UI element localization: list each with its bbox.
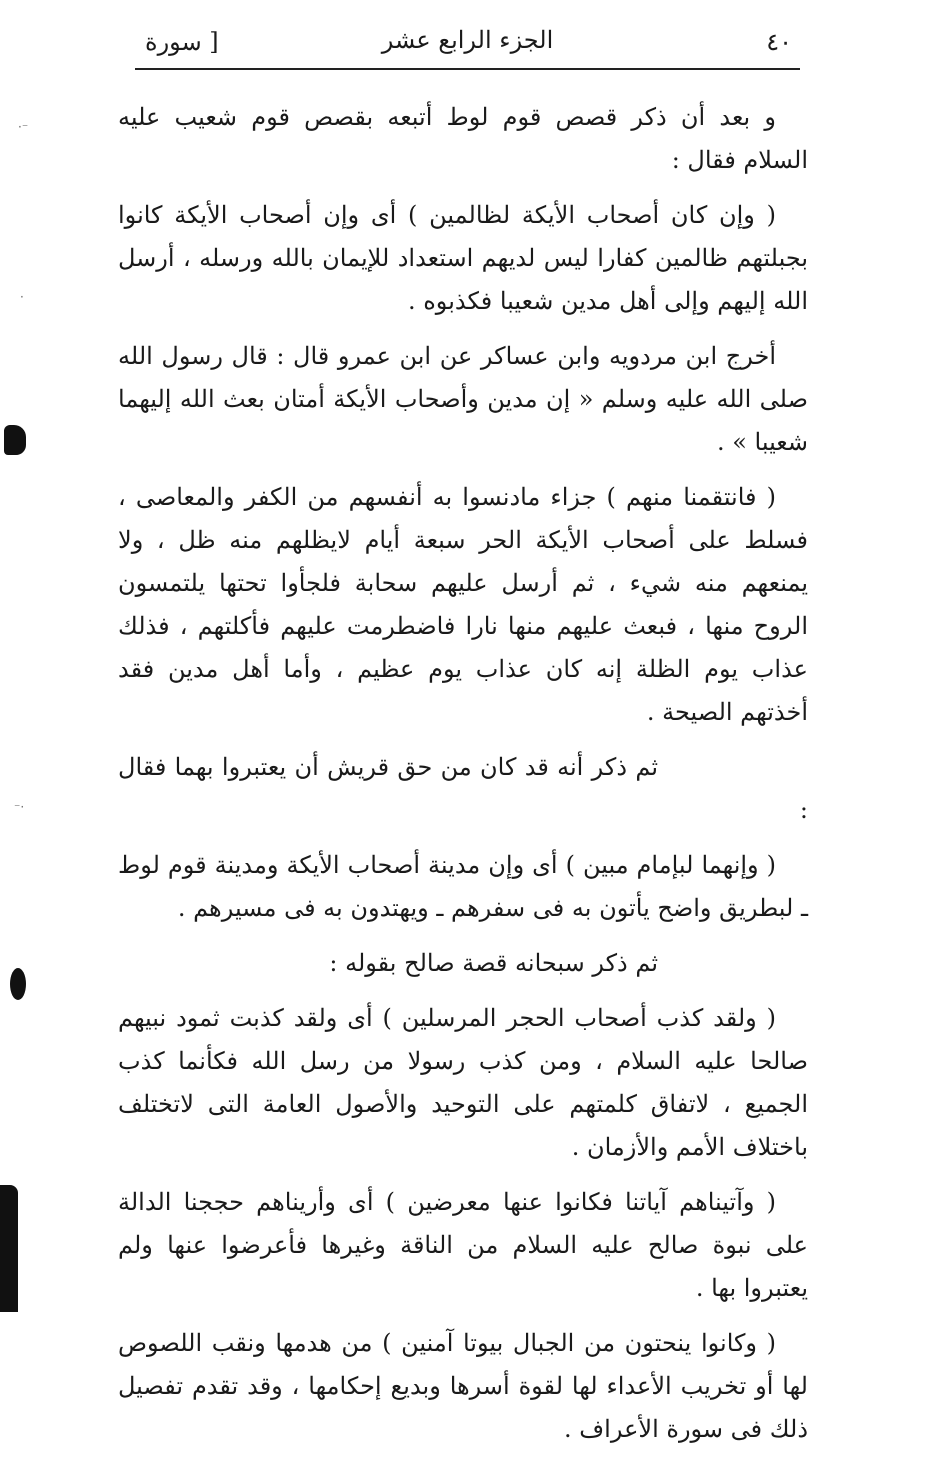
running-header xyxy=(135,22,800,66)
scan-mark xyxy=(4,425,26,455)
scan-speck: ·⁻ xyxy=(18,120,29,134)
body-text xyxy=(118,96,808,1463)
surah-label: [ سورة xyxy=(145,28,219,56)
page-number: ٤٠ xyxy=(766,28,792,56)
paragraph: ثم ذكر سبحانه قصة صالح بقوله : xyxy=(329,949,658,977)
paragraph: ( فانتقمنا منهم ) جزاء مادنسوا به أنفسهم من الكفر والمعاصى ، فسلط على أصحاب الأيكة الحر سبعة أيام لايظلهم منه ظل ، ولا يمنعهم منه شيء ، ثم أرسل عليهم سحابة فلجأوا تحتها يلتمسون الروح منها ، فبعث عليهم منها نارا فاضطرمت عليهم فأكلتهم ، فذلك عذاب يوم الظلة إنه كان عذاب يوم عظيم ، وأما أهل مدين فقد أخذتهم الصيحة . xyxy=(118,483,808,726)
paragraph: ( ولقد كذب أصحاب الحجر المرسلين ) أى ولقد كذبت ثمود نبيهم صالحا عليه السلام ، ومن كذب رسولا من رسل الله فكأنما كذب الجميع ، لاتفاق كلمتهم على التوحيد والأصول العامة التى لاتختلف باختلاف الأمم والأزمان . xyxy=(118,1004,808,1161)
paragraph: ( وكانوا ينحتون من الجبال بيوتا آمنين ) من هدمها ونقب اللصوص لها أو تخريب الأعداء لها لقوة أسرها وبديع إحكامها ، وقد تقدم تفصيل ذلك فى سورة الأعراف . xyxy=(118,1329,808,1443)
scan-speck: ⁻· xyxy=(14,800,25,814)
paragraph: أخرج ابن مردويه وابن عساكر عن ابن عمرو قال : قال رسول الله صلى الله عليه وسلم « إن مدين وأصحاب الأيكة أمتان بعث الله إليهما شعيبا » . xyxy=(118,342,808,456)
paragraph: و بعد أن ذكر قصص قوم لوط أتبعه بقصص قوم شعيب عليه السلام فقال : xyxy=(118,103,808,174)
scan-mark xyxy=(0,1185,18,1312)
paragraph: ( وآتيناهم آياتنا فكانوا عنها معرضين ) أى وأريناهم حججنا الدالة على نبوة صالح عليه السلام من الناقة وغيرها فأعرضوا عنها ولم يعتبروا بها . xyxy=(118,1188,809,1302)
paragraph: ( وإنهما لبإمام مبين ) أى وإن مدينة أصحاب الأيكة ومدينة قوم لوط ـ لبطريق واضح يأتون به فى سفرهم ـ ويهتدون به فى مسيرهم . xyxy=(118,851,808,922)
scan-speck: · xyxy=(20,290,24,304)
part-title: الجزء الرابع عشر xyxy=(381,26,554,54)
scan-mark xyxy=(10,968,26,1000)
paragraph: ثم ذكر أنه قد كان من حق قريش أن يعتبروا بهما فقال : xyxy=(118,753,808,824)
header-rule xyxy=(135,68,800,70)
paragraph: ( وإن كان أصحاب الأيكة لظالمين ) أى وإن أصحاب الأيكة كانوا بجبلتهم ظالمين كفارا ليس لديهم استعداد للإيمان بالله ورسله ، أرسل الله إليهم وإلى أهل مدين شعيبا فكذبوه . xyxy=(118,201,808,315)
